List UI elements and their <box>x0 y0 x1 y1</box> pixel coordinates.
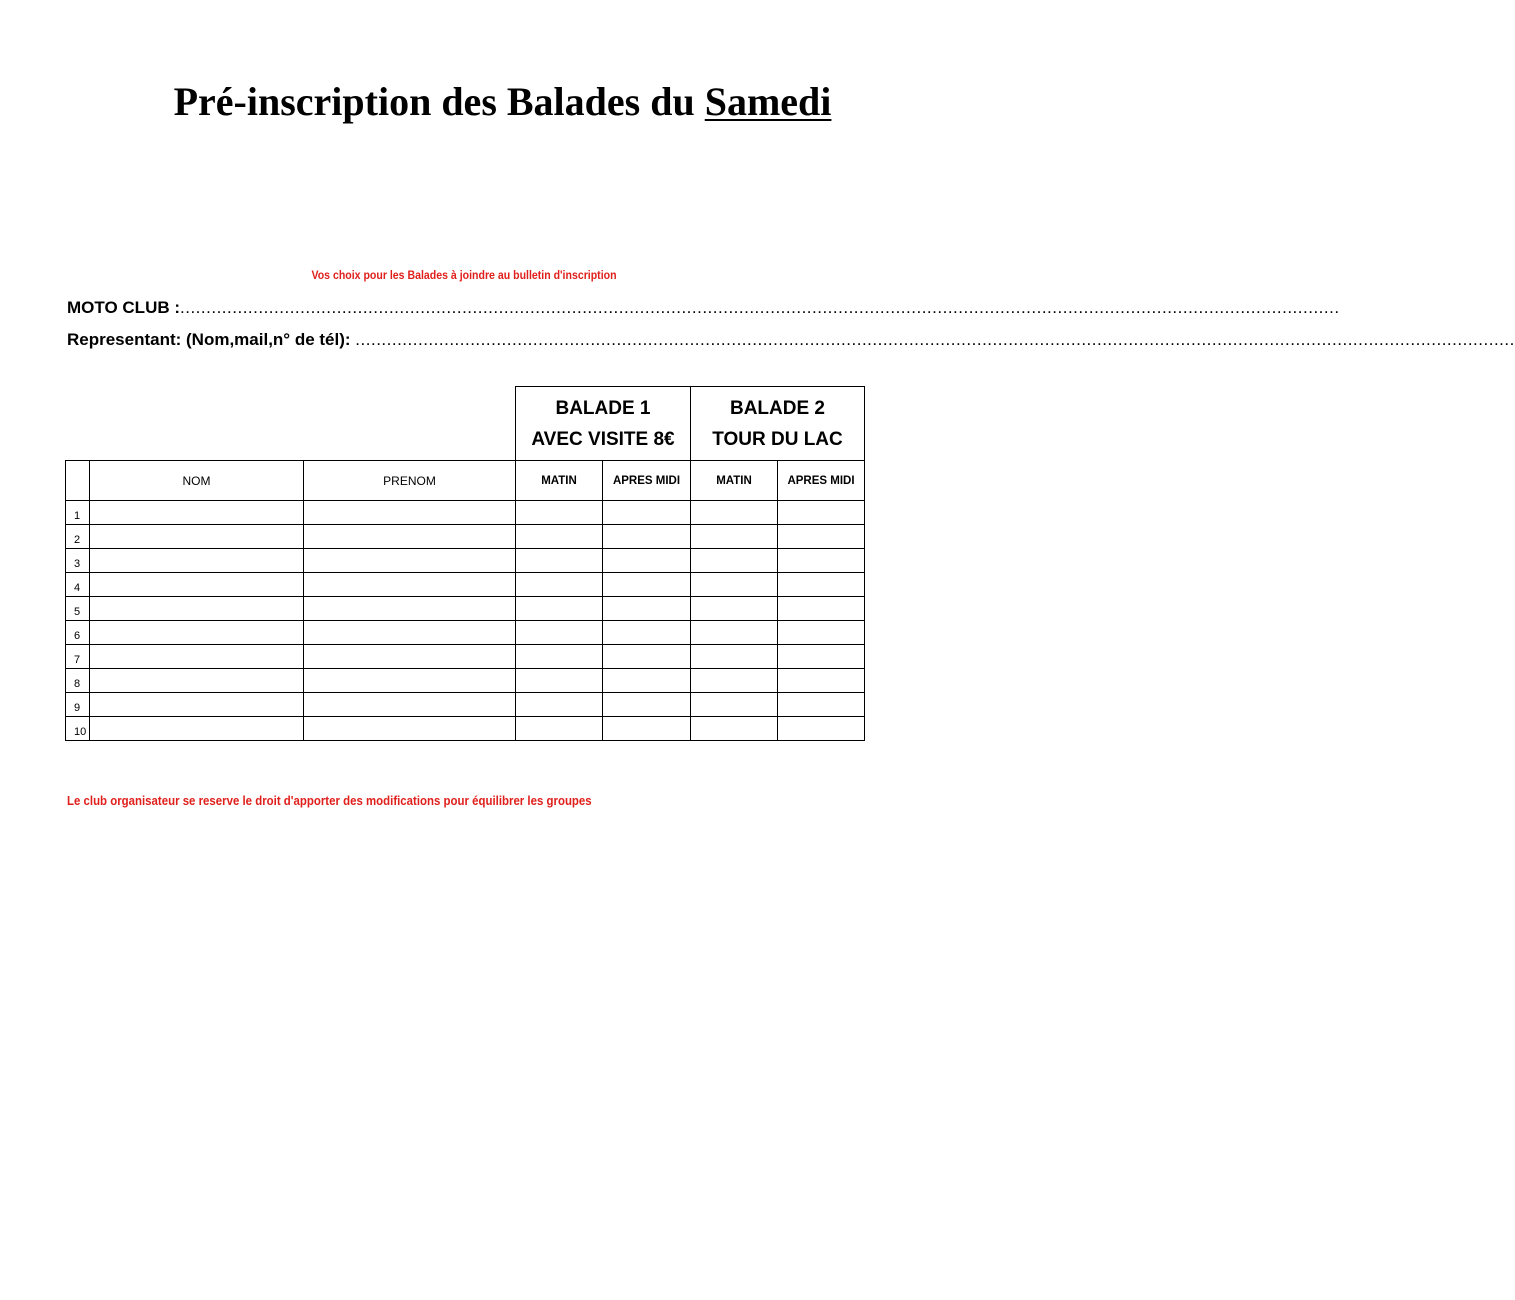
prenom-cell[interactable] <box>304 717 516 741</box>
balade-2-matin-cell[interactable] <box>691 549 778 573</box>
balade-2-header <box>691 387 865 461</box>
balade-2-apres-midi-cell[interactable] <box>778 525 865 549</box>
balade-1-matin-cell[interactable] <box>516 597 603 621</box>
header-balade-2-matin: MATIN <box>691 461 778 501</box>
row-number: 6 <box>66 621 90 645</box>
moto-club-field[interactable] <box>67 298 1340 318</box>
form-subtitle: Vos choix pour les Balades à joindre au bulletin d'inscription <box>311 268 617 282</box>
balade-2-apres-midi-cell[interactable] <box>778 621 865 645</box>
row-number: 8 <box>66 669 90 693</box>
representant-dotted-line: .............................................................................................................................................................................................................................. <box>355 330 1515 349</box>
balade-1-matin-cell[interactable] <box>516 573 603 597</box>
balade-2-apres-midi-cell[interactable] <box>778 669 865 693</box>
balade-1-apres-midi-cell[interactable] <box>603 717 691 741</box>
header-balade-1-apres-midi: APRES MIDI <box>603 461 691 501</box>
footnote: Le club organisateur se reserve le droit d'apporter des modifications pour équilibrer les groupes <box>67 793 592 808</box>
row-number: 9 <box>66 693 90 717</box>
prenom-cell[interactable] <box>304 645 516 669</box>
balade-2-apres-midi-cell[interactable] <box>778 597 865 621</box>
balade-2-matin-cell[interactable] <box>691 669 778 693</box>
balade-1-matin-cell[interactable] <box>516 621 603 645</box>
balade-1-matin-cell[interactable] <box>516 645 603 669</box>
nom-cell[interactable] <box>90 669 304 693</box>
balade-2-apres-midi-cell[interactable] <box>778 717 865 741</box>
balade-2-matin-cell[interactable] <box>691 645 778 669</box>
balade-1-apres-midi-cell[interactable] <box>603 669 691 693</box>
group-header-row <box>66 387 865 461</box>
balade-2-subtitle: TOUR DU LAC <box>712 428 843 450</box>
prenom-cell[interactable] <box>304 693 516 717</box>
table-row <box>66 501 865 525</box>
balade-1-apres-midi-cell[interactable] <box>603 549 691 573</box>
balade-1-matin-cell[interactable] <box>516 549 603 573</box>
balade-2-matin-cell[interactable] <box>691 525 778 549</box>
balade-2-apres-midi-cell[interactable] <box>778 693 865 717</box>
balade-1-apres-midi-cell[interactable] <box>603 525 691 549</box>
prenom-cell[interactable] <box>304 573 516 597</box>
row-number: 2 <box>66 525 90 549</box>
balade-1-matin-cell[interactable] <box>516 669 603 693</box>
page-title <box>0 78 1005 126</box>
table-row <box>66 549 865 573</box>
table-row <box>66 693 865 717</box>
nom-cell[interactable] <box>90 573 304 597</box>
table-row <box>66 669 865 693</box>
nom-cell[interactable] <box>90 645 304 669</box>
column-header-row <box>66 461 865 501</box>
nom-cell[interactable] <box>90 693 304 717</box>
title-main: Pré-inscription des Balades du <box>173 79 695 124</box>
balade-2-apres-midi-cell[interactable] <box>778 573 865 597</box>
group-header-blank <box>66 387 516 461</box>
balade-2-matin-cell[interactable] <box>691 621 778 645</box>
nom-cell[interactable] <box>90 525 304 549</box>
balade-1-subtitle: AVEC VISITE 8€ <box>531 428 675 450</box>
representant-field[interactable] <box>67 330 1515 350</box>
balade-1-apres-midi-cell[interactable] <box>603 621 691 645</box>
balade-1-title: BALADE 1 <box>555 397 651 419</box>
table-row <box>66 525 865 549</box>
balade-1-matin-cell[interactable] <box>516 717 603 741</box>
balade-2-apres-midi-cell[interactable] <box>778 645 865 669</box>
row-number: 4 <box>66 573 90 597</box>
table-row <box>66 645 865 669</box>
balade-1-matin-cell[interactable] <box>516 525 603 549</box>
balade-2-title: BALADE 2 <box>729 397 825 419</box>
balade-1-matin-cell[interactable] <box>516 693 603 717</box>
balade-1-apres-midi-cell[interactable] <box>603 573 691 597</box>
nom-cell[interactable] <box>90 597 304 621</box>
row-number: 7 <box>66 645 90 669</box>
representant-label: Representant: (Nom,mail,n° de tél): <box>67 330 351 349</box>
balade-1-apres-midi-cell[interactable] <box>603 693 691 717</box>
balade-2-matin-cell[interactable] <box>691 501 778 525</box>
moto-club-dotted-line: .............................................................................................................................................................................................................................. <box>180 298 1340 317</box>
balade-1-header <box>516 387 691 461</box>
balade-1-apres-midi-cell[interactable] <box>603 501 691 525</box>
balade-1-apres-midi-cell[interactable] <box>603 645 691 669</box>
table-row <box>66 717 865 741</box>
row-number: 10 <box>66 717 90 741</box>
balade-2-matin-cell[interactable] <box>691 693 778 717</box>
row-number: 3 <box>66 549 90 573</box>
table-row <box>66 621 865 645</box>
table-row <box>66 573 865 597</box>
balade-2-matin-cell[interactable] <box>691 717 778 741</box>
header-number <box>66 461 90 501</box>
balade-2-matin-cell[interactable] <box>691 597 778 621</box>
balade-1-apres-midi-cell[interactable] <box>603 597 691 621</box>
header-balade-2-apres-midi: APRES MIDI <box>778 461 865 501</box>
row-number: 1 <box>66 501 90 525</box>
table-row <box>66 597 865 621</box>
balade-2-apres-midi-cell[interactable] <box>778 549 865 573</box>
balade-2-apres-midi-cell[interactable] <box>778 501 865 525</box>
title-underlined-word: Samedi <box>704 79 832 124</box>
nom-cell[interactable] <box>90 717 304 741</box>
header-nom: NOM <box>90 461 304 501</box>
nom-cell[interactable] <box>90 501 304 525</box>
prenom-cell[interactable] <box>304 669 516 693</box>
prenom-cell[interactable] <box>304 597 516 621</box>
nom-cell[interactable] <box>90 549 304 573</box>
prenom-cell[interactable] <box>304 501 516 525</box>
prenom-cell[interactable] <box>304 549 516 573</box>
row-number: 5 <box>66 597 90 621</box>
header-prenom: PRENOM <box>304 461 516 501</box>
moto-club-label: MOTO CLUB : <box>67 298 181 317</box>
table-body <box>66 501 865 741</box>
prenom-cell[interactable] <box>304 525 516 549</box>
registration-table <box>65 386 865 741</box>
balade-2-matin-cell[interactable] <box>691 573 778 597</box>
header-balade-1-matin: MATIN <box>516 461 603 501</box>
prenom-cell[interactable] <box>304 621 516 645</box>
balade-1-matin-cell[interactable] <box>516 501 603 525</box>
nom-cell[interactable] <box>90 621 304 645</box>
